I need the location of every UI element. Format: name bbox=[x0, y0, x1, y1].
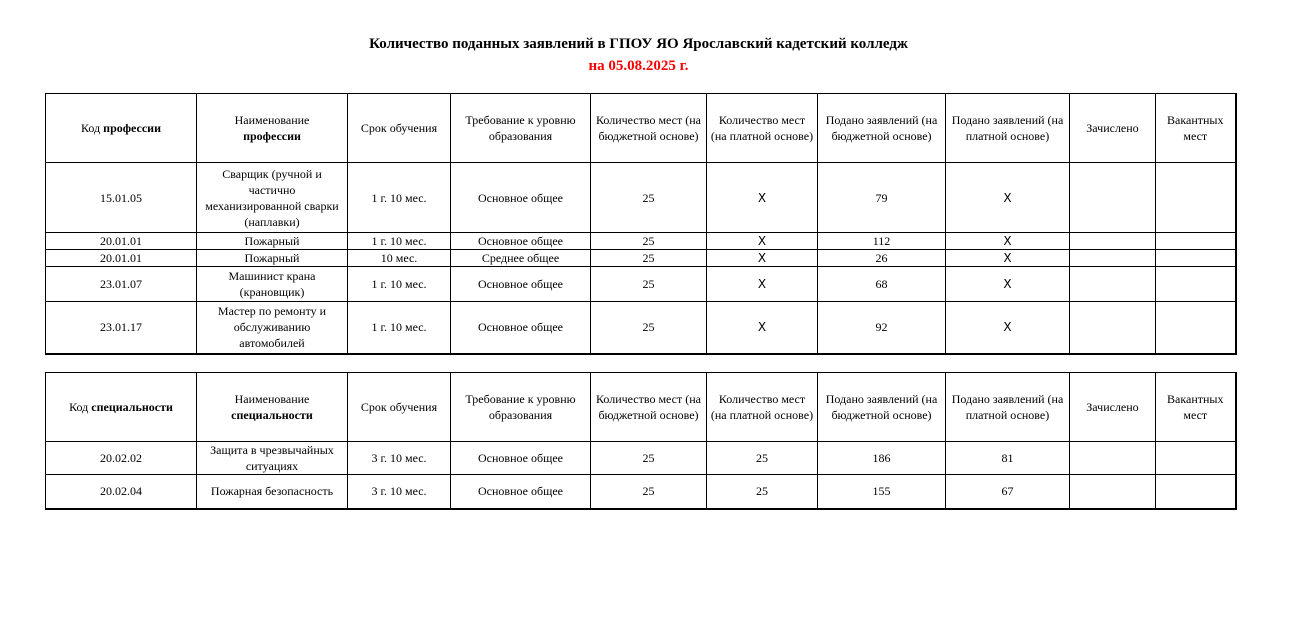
cell-requirement: Среднее общее bbox=[451, 250, 591, 267]
table-row bbox=[46, 442, 1236, 475]
header-name-line: Наименование bbox=[234, 113, 310, 127]
cell-vacant bbox=[1156, 302, 1236, 354]
cell-requirement: Основное общее bbox=[451, 475, 591, 509]
cell-term: 3 г. 10 мес. bbox=[348, 475, 451, 509]
professions-table bbox=[45, 93, 1237, 355]
cell-vacant bbox=[1156, 250, 1236, 267]
table-row bbox=[46, 302, 1236, 354]
cell-code: 20.02.02 bbox=[46, 442, 197, 475]
cell-paid-places: 25 bbox=[707, 442, 818, 475]
cell-term: 3 г. 10 мес. bbox=[348, 442, 451, 475]
header-code-bold: профессии bbox=[103, 121, 161, 135]
cell-name: Пожарная безопасность bbox=[197, 475, 348, 509]
cell-paid-places: Х bbox=[707, 302, 818, 354]
header-budget-apps: Подано заявлений (на бюджетной основе) bbox=[818, 373, 946, 442]
header-requirement: Требование к уровню образования bbox=[451, 373, 591, 442]
cell-budget-apps: 155 bbox=[818, 475, 946, 509]
cell-enrolled bbox=[1070, 163, 1156, 233]
table-row bbox=[46, 163, 1236, 233]
cell-enrolled bbox=[1070, 250, 1156, 267]
cell-enrolled bbox=[1070, 267, 1156, 302]
cell-vacant bbox=[1156, 233, 1236, 250]
table-row bbox=[46, 267, 1236, 302]
cell-code: 20.01.01 bbox=[46, 250, 197, 267]
cell-requirement: Основное общее bbox=[451, 267, 591, 302]
header-term: Срок обучения bbox=[348, 373, 451, 442]
cell-vacant bbox=[1156, 267, 1236, 302]
header-term: Срок обучения bbox=[348, 94, 451, 163]
table-row bbox=[46, 475, 1236, 509]
cell-budget-apps: 68 bbox=[818, 267, 946, 302]
header-enrolled: Зачислено bbox=[1070, 94, 1156, 163]
cell-requirement: Основное общее bbox=[451, 302, 591, 354]
cell-budget-places: 25 bbox=[591, 233, 707, 250]
header-name-bold: специальности bbox=[231, 408, 313, 422]
header-paid-places: Количество мест (на платной основе) bbox=[707, 94, 818, 163]
cell-vacant bbox=[1156, 163, 1236, 233]
header-paid-apps: Подано заявлений (на платной основе) bbox=[946, 373, 1070, 442]
cell-enrolled bbox=[1070, 302, 1156, 354]
cell-code: 15.01.05 bbox=[46, 163, 197, 233]
header-budget-apps: Подано заявлений (на бюджетной основе) bbox=[818, 94, 946, 163]
cell-budget-apps: 26 bbox=[818, 250, 946, 267]
cell-requirement: Основное общее bbox=[451, 442, 591, 475]
header-paid-places: Количество мест (на платной основе) bbox=[707, 373, 818, 442]
cell-paid-apps: Х bbox=[946, 163, 1070, 233]
page-title: Количество поданных заявлений в ГПОУ ЯО Ярославский кадетский колледж bbox=[369, 36, 908, 52]
cell-vacant bbox=[1156, 475, 1236, 509]
cell-paid-apps: Х bbox=[946, 250, 1070, 267]
header-vacant: Вакантных мест bbox=[1156, 94, 1236, 163]
cell-term: 1 г. 10 мес. bbox=[348, 163, 451, 233]
cell-name: Мастер по ремонту и обслуживанию автомобилей bbox=[197, 302, 348, 354]
cell-term: 1 г. 10 мес. bbox=[348, 302, 451, 354]
cell-budget-apps: 186 bbox=[818, 442, 946, 475]
cell-budget-places: 25 bbox=[591, 163, 707, 233]
cell-term: 10 мес. bbox=[348, 250, 451, 267]
cell-budget-apps: 79 bbox=[818, 163, 946, 233]
header-name bbox=[197, 373, 348, 442]
header-paid-apps: Подано заявлений (на платной основе) bbox=[946, 94, 1070, 163]
cell-paid-places: Х bbox=[707, 267, 818, 302]
cell-paid-places: Х bbox=[707, 233, 818, 250]
header-name-line: Наименование bbox=[234, 392, 310, 406]
header-code bbox=[46, 373, 197, 442]
cell-name: Машинист крана (крановщик) bbox=[197, 267, 348, 302]
cell-name: Пожарный bbox=[197, 233, 348, 250]
table-header-row bbox=[46, 94, 1236, 163]
cell-term: 1 г. 10 мес. bbox=[348, 233, 451, 250]
cell-paid-places: 25 bbox=[707, 475, 818, 509]
cell-paid-apps: 67 bbox=[946, 475, 1070, 509]
cell-requirement: Основное общее bbox=[451, 163, 591, 233]
header-code-prefix: Код bbox=[80, 121, 104, 135]
cell-name: Защита в чрезвычайных ситуациях bbox=[197, 442, 348, 475]
cell-requirement: Основное общее bbox=[451, 233, 591, 250]
cell-paid-apps: 81 bbox=[946, 442, 1070, 475]
specialties-table bbox=[45, 372, 1237, 510]
cell-budget-places: 25 bbox=[591, 442, 707, 475]
cell-paid-apps: Х bbox=[946, 302, 1070, 354]
cell-code: 20.01.01 bbox=[46, 233, 197, 250]
cell-enrolled bbox=[1070, 233, 1156, 250]
cell-code: 23.01.17 bbox=[46, 302, 197, 354]
cell-budget-places: 25 bbox=[591, 475, 707, 509]
cell-budget-apps: 112 bbox=[818, 233, 946, 250]
cell-code: 23.01.07 bbox=[46, 267, 197, 302]
header-name-bold: профессии bbox=[243, 129, 301, 143]
cell-enrolled bbox=[1070, 442, 1156, 475]
cell-paid-apps: Х bbox=[946, 267, 1070, 302]
header-enrolled: Зачислено bbox=[1070, 373, 1156, 442]
cell-code: 20.02.04 bbox=[46, 475, 197, 509]
table-row bbox=[46, 233, 1236, 250]
cell-paid-places: Х bbox=[707, 250, 818, 267]
cell-budget-places: 25 bbox=[591, 267, 707, 302]
cell-budget-places: 25 bbox=[591, 250, 707, 267]
header-requirement: Требование к уровню образования bbox=[451, 94, 591, 163]
header-code-prefix: Код bbox=[69, 400, 92, 414]
cell-paid-apps: Х bbox=[946, 233, 1070, 250]
header-name bbox=[197, 94, 348, 163]
table-row bbox=[46, 250, 1236, 267]
header-budget-places: Количество мест (на бюджетной основе) bbox=[591, 94, 707, 163]
cell-vacant bbox=[1156, 442, 1236, 475]
cell-enrolled bbox=[1070, 475, 1156, 509]
header-code-bold: специальности bbox=[91, 400, 173, 414]
report-date: на 05.08.2025 г. bbox=[588, 58, 689, 74]
header-budget-places: Количество мест (на бюджетной основе) bbox=[591, 373, 707, 442]
cell-term: 1 г. 10 мес. bbox=[348, 267, 451, 302]
cell-paid-places: Х bbox=[707, 163, 818, 233]
cell-name: Пожарный bbox=[197, 250, 348, 267]
cell-budget-apps: 92 bbox=[818, 302, 946, 354]
table-header-row bbox=[46, 373, 1236, 442]
cell-name: Сварщик (ручной и частично механизированной сварки (наплавки) bbox=[197, 163, 348, 233]
header-code bbox=[46, 94, 197, 163]
cell-budget-places: 25 bbox=[591, 302, 707, 354]
header-vacant: Вакантных мест bbox=[1156, 373, 1236, 442]
